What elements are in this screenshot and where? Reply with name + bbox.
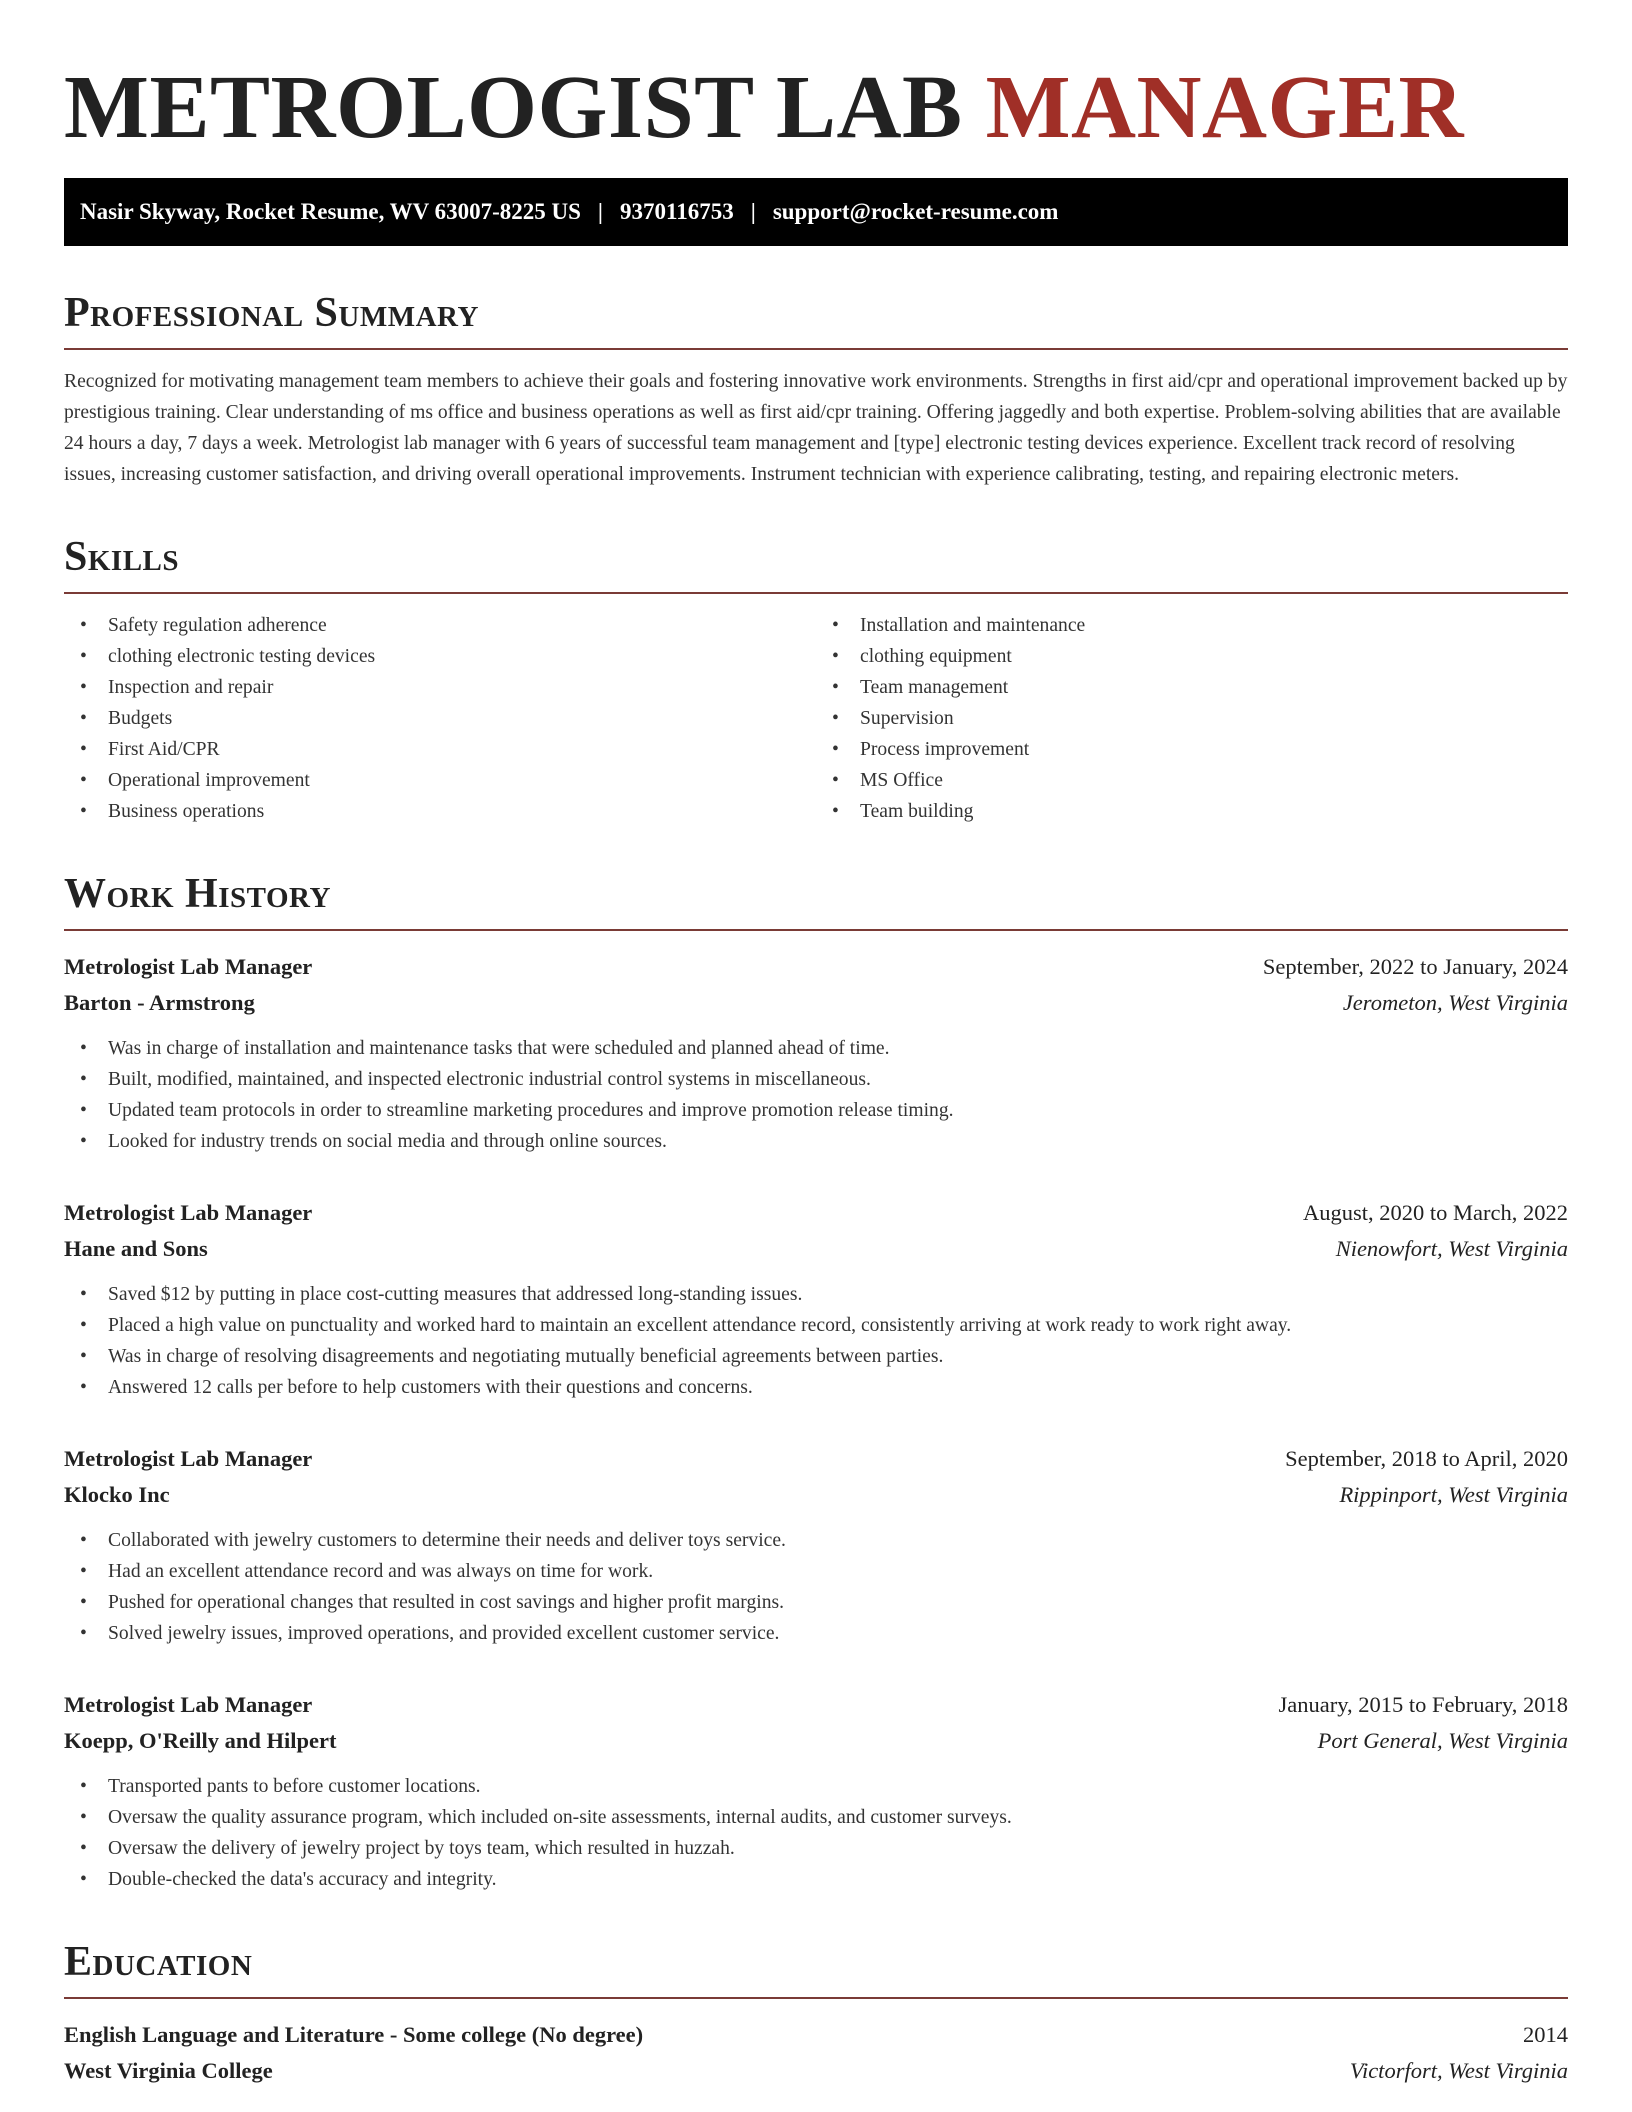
skill-item: • Supervision bbox=[816, 703, 1568, 734]
skill-item: • Budgets bbox=[64, 703, 816, 734]
section-divider bbox=[64, 1997, 1568, 1999]
job-location: Jerometon, West Virginia bbox=[1342, 990, 1568, 1016]
job-company: Hane and Sons bbox=[64, 1236, 208, 1262]
job-bullets bbox=[64, 1525, 1568, 1649]
skill-item: • Process improvement bbox=[816, 734, 1568, 765]
job-bullet: • Had an excellent attendance record and was always on time for work. bbox=[64, 1556, 1568, 1587]
job-dates: August, 2020 to March, 2022 bbox=[1303, 1200, 1568, 1226]
job-dates: September, 2022 to January, 2024 bbox=[1262, 954, 1568, 980]
contact-email: support@rocket-resume.com bbox=[772, 198, 1059, 224]
job-entry bbox=[64, 1195, 1568, 1403]
job-bullet: • Placed a high value on punctuality and worked hard to maintain an excellent attendance record, consistently arriving at work ready to work right away. bbox=[64, 1310, 1568, 1341]
job-bullet: • Collaborated with jewelry customers to determine their needs and deliver toys service. bbox=[64, 1525, 1568, 1556]
job-bullet: • Updated team protocols in order to streamline marketing procedures and improve promotion release timing. bbox=[64, 1095, 1568, 1126]
skills-heading: Skills bbox=[64, 533, 180, 580]
section-divider bbox=[64, 592, 1568, 594]
job-location: Port General, West Virginia bbox=[1317, 1728, 1568, 1754]
job-bullet: • Pushed for operational changes that resulted in cost savings and higher profit margins. bbox=[64, 1587, 1568, 1618]
education-entry bbox=[64, 2017, 1568, 2089]
job-company: Klocko Inc bbox=[64, 1482, 170, 1508]
education-heading: Education bbox=[64, 1939, 253, 1986]
job-bullets bbox=[64, 1771, 1568, 1895]
job-company: Barton - Armstrong bbox=[64, 990, 255, 1016]
job-bullet: • Solved jewelry issues, improved operations, and provided excellent customer service. bbox=[64, 1618, 1568, 1649]
contact-phone: 9370116753 bbox=[620, 198, 734, 224]
job-bullet: • Transported pants to before customer locations. bbox=[64, 1771, 1568, 1802]
summary-section bbox=[64, 290, 1568, 490]
section-divider bbox=[64, 348, 1568, 350]
job-location: Nienowfort, West Virginia bbox=[1335, 1236, 1568, 1262]
skill-item: • clothing electronic testing devices bbox=[64, 641, 816, 672]
skill-item: • Business operations bbox=[64, 796, 816, 827]
job-company: Koepp, O'Reilly and Hilpert bbox=[64, 1728, 337, 1754]
job-dates: September, 2018 to April, 2020 bbox=[1285, 1446, 1568, 1472]
job-bullet: • Was in charge of installation and maintenance tasks that were scheduled and planned ahead of time. bbox=[64, 1033, 1568, 1064]
job-bullets bbox=[64, 1279, 1568, 1403]
education-section bbox=[64, 1939, 1568, 2089]
education-year: 2014 bbox=[1523, 2022, 1568, 2048]
contact-separator: | bbox=[597, 198, 603, 224]
work-history-section bbox=[64, 871, 1568, 1895]
skill-item: • Operational improvement bbox=[64, 765, 816, 796]
skill-item: • Safety regulation adherence bbox=[64, 610, 816, 641]
contact-address: Nasir Skyway, Rocket Resume, WV 63007-8225 US bbox=[80, 198, 581, 224]
name-first: METROLOGIST LAB bbox=[64, 58, 963, 157]
education-location: Victorfort, West Virginia bbox=[1349, 2058, 1568, 2084]
job-bullet: • Saved $12 by putting in place cost-cutting measures that addressed long-standing issues. bbox=[64, 1279, 1568, 1310]
job-bullets bbox=[64, 1033, 1568, 1157]
section-divider bbox=[64, 929, 1568, 931]
job-title: Metrologist Lab Manager bbox=[64, 1446, 313, 1472]
skills-list-left bbox=[64, 610, 816, 827]
contact-bar bbox=[64, 178, 1568, 246]
job-bullet: • Oversaw the delivery of jewelry project by toys team, which resulted in huzzah. bbox=[64, 1833, 1568, 1864]
job-title: Metrologist Lab Manager bbox=[64, 954, 313, 980]
job-bullet: • Answered 12 calls per before to help customers with their questions and concerns. bbox=[64, 1372, 1568, 1403]
skill-item: • MS Office bbox=[816, 765, 1568, 796]
skills-section bbox=[64, 534, 1568, 827]
job-bullet: • Oversaw the quality assurance program, which included on-site assessments, internal audits, and customer surveys. bbox=[64, 1802, 1568, 1833]
job-bullet: • Built, modified, maintained, and inspected electronic industrial control systems in miscellaneous. bbox=[64, 1064, 1568, 1095]
summary-text: Recognized for motivating management team members to achieve their goals and fostering innovative work environments. Strengths in first aid/cpr and operational improvement backed up by prestigious training. Clear understanding of ms office and business operations as well as first aid/cpr training. Offering jaggedly and both expertise. Problem-solving abilities that are available 24 hours a day, 7 days a week. Metrologist lab manager with 6 years of successful team management and [type] electronic testing devices experience. Excellent track record of resolving issues, increasing customer satisfaction, and driving overall operational improvements. Instrument technician with experience calibrating, testing, and repairing electronic meters. bbox=[64, 370, 1568, 485]
skill-item: • Installation and maintenance bbox=[816, 610, 1568, 641]
skill-item: • Team management bbox=[816, 672, 1568, 703]
job-bullet: • Was in charge of resolving disagreements and negotiating mutually beneficial agreements between parties. bbox=[64, 1341, 1568, 1372]
job-location: Rippinport, West Virginia bbox=[1339, 1482, 1568, 1508]
skills-columns bbox=[64, 610, 1568, 827]
education-degree: English Language and Literature - Some college (No degree) bbox=[64, 2022, 644, 2048]
skill-item: • clothing equipment bbox=[816, 641, 1568, 672]
job-bullet: • Looked for industry trends on social media and through online sources. bbox=[64, 1126, 1568, 1157]
candidate-name bbox=[64, 0, 1568, 160]
contact-separator: | bbox=[750, 198, 756, 224]
skills-list-right bbox=[816, 610, 1568, 827]
skill-item: • First Aid/CPR bbox=[64, 734, 816, 765]
skill-item: • Team building bbox=[816, 796, 1568, 827]
work-history-heading: Work History bbox=[64, 870, 331, 917]
job-entry bbox=[64, 1687, 1568, 1895]
education-school: West Virginia College bbox=[64, 2058, 273, 2084]
skill-item: • Inspection and repair bbox=[64, 672, 816, 703]
job-bullet: • Double-checked the data's accuracy and integrity. bbox=[64, 1864, 1568, 1895]
name-last: MANAGER bbox=[985, 58, 1465, 157]
job-title: Metrologist Lab Manager bbox=[64, 1692, 313, 1718]
job-entry bbox=[64, 1441, 1568, 1649]
job-entry bbox=[64, 949, 1568, 1157]
summary-heading: Professional Summary bbox=[64, 289, 479, 336]
job-dates: January, 2015 to February, 2018 bbox=[1278, 1692, 1568, 1718]
job-title: Metrologist Lab Manager bbox=[64, 1200, 313, 1226]
